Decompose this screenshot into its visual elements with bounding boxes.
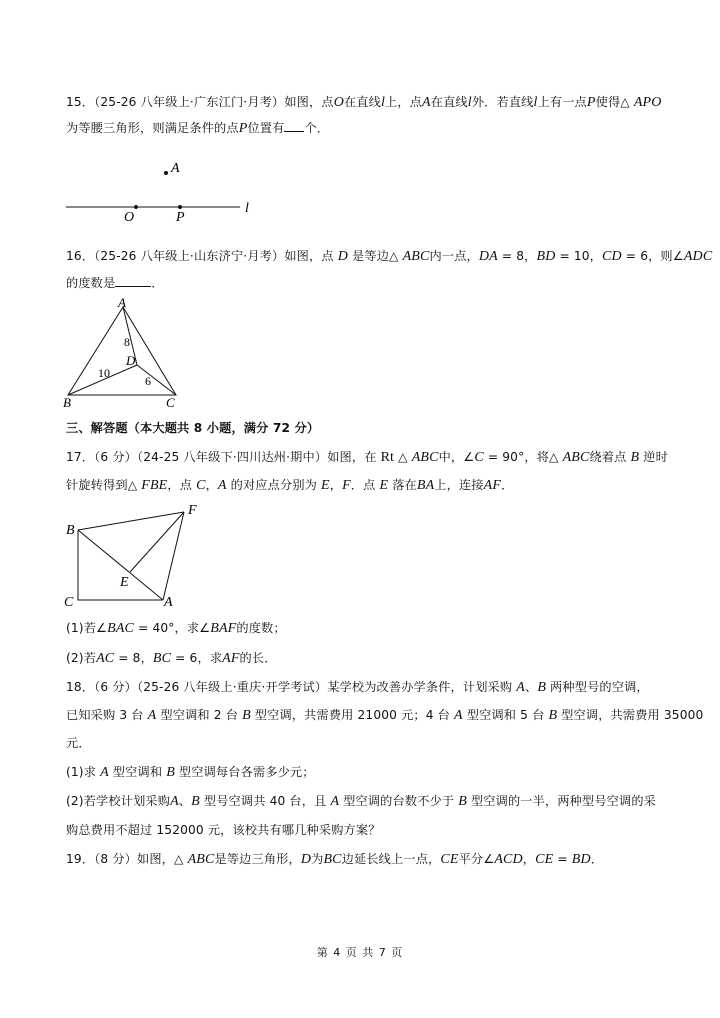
- q17-line-1: 17．（6 分）（24-25 八年级下·四川达州·期中）如图，在 Rt △ ABC中，∠C = 90°，将△ ABC绕着点 B 逆时: [66, 450, 668, 465]
- q17-part-2: (2)若AC = 8，BC = 6，求AF的长．: [66, 651, 277, 666]
- label-a: A: [118, 295, 126, 310]
- q15-figure: [60, 158, 270, 228]
- page-footer: 第 4 页 共 7 页: [316, 946, 404, 959]
- label-f: F: [188, 503, 197, 518]
- q16-line-2: 的度数是 ．: [66, 276, 164, 290]
- label-c: C: [166, 395, 175, 410]
- point-p: [178, 205, 182, 209]
- q15-line-1: 15．（25-26 八年级上·广东江门·月考）如图，点O在直线l上，点A在直线l外．若直线l上有一点P使得△ APO: [66, 95, 662, 110]
- q18-part-2: (2)若学校计划采购A、B 型号空调共 40 台，且 A 型空调的台数不少于 B 型空调的一半，两种型号空调的采: [66, 794, 657, 809]
- label-p: P: [176, 210, 185, 225]
- label-a: A: [164, 595, 173, 610]
- label-l: l: [245, 201, 249, 216]
- label-6: 6: [145, 374, 151, 388]
- label-c: C: [64, 595, 74, 610]
- label-b: B: [66, 523, 75, 538]
- q17-figure: [60, 502, 210, 614]
- label-b: B: [63, 395, 71, 410]
- label-a: A: [171, 161, 180, 176]
- q18-part-2-cont: 购总费用不超过 152000 元，该校共有哪几种采购方案？: [66, 823, 381, 837]
- q18-part-1: (1)求 A 型空调和 B 型空调每台各需多少元；: [66, 765, 315, 780]
- answer-blank: [284, 121, 304, 132]
- label-e: E: [120, 575, 129, 590]
- q15-line-2: 为等腰三角形，则满足条件的点P位置有 个．: [66, 121, 330, 136]
- q16-figure: [60, 295, 190, 410]
- point-a: [164, 171, 168, 175]
- q19-line-1: 19．（8 分）如图，△ ABC是等边三角形，D为BC边延长线上一点，CE平分∠ACD，CE = BD．: [66, 852, 604, 867]
- q18-line-3: 元．: [66, 736, 91, 750]
- label-10: 10: [98, 366, 110, 380]
- answer-blank: [115, 276, 151, 287]
- label-d: D: [126, 353, 136, 368]
- q17-part-1: (1)若∠BAC = 40°，求∠BAF的度数；: [66, 621, 286, 636]
- q16-line-1: 16．（25-26 八年级上·山东济宁·月考）如图，点 D 是等边△ ABC内一点，DA = 8，BD = 10，CD = 6，则∠ADC: [66, 249, 713, 264]
- q18-line-1: 18．（6 分）（25-26 八年级上·重庆·开学考试）某学校为改善办学条件，计划采购 A、B 两种型号的空调，: [66, 680, 649, 695]
- point-o: [134, 205, 138, 209]
- q17-line-2: 针旋转得到△ FBE，点 C，A 的对应点分别为 E，F．点 E 落在BA上，连接AF．: [66, 478, 514, 493]
- q18-line-2: 已知采购 3 台 A 型空调和 2 台 B 型空调，共需费用 21000 元；4 台 A 型空调和 5 台 B 型空调，共需费用 35000: [66, 708, 704, 723]
- label-o: O: [124, 210, 135, 225]
- section-heading: 三、解答题（本大题共 8 小题，满分 72 分）: [66, 421, 320, 435]
- label-8: 8: [124, 335, 130, 349]
